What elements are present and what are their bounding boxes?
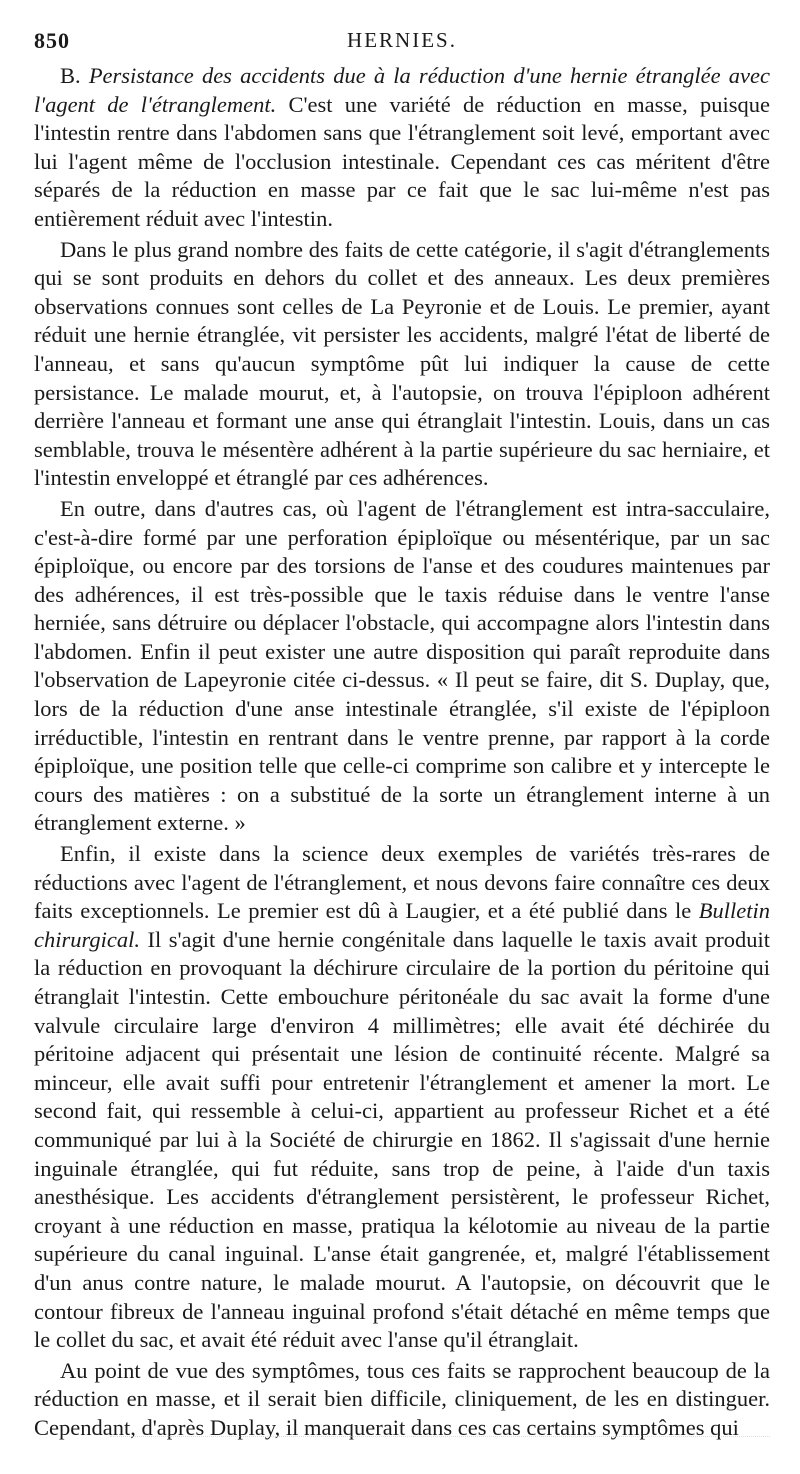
running-title: HERNIES. bbox=[347, 28, 457, 52]
journal-title: Bulletin chirurgical. bbox=[34, 898, 770, 952]
section-intro: C'est une variété de réduction en masse, puisque l'intestin rentre dans l'abdomen sans que l'étranglement soit levé, emportant avec lui l'agent même de l'occlusion intestinale. Cependant ces cas méritent d'être séparés de la réduction en masse par ce fait que le sac lui-même n'est pas entièrement réduit avec l'intestin. bbox=[34, 91, 770, 231]
paragraph-section-b bbox=[34, 62, 770, 234]
paragraph: Dans le plus grand nombre des faits de cette catégorie, il s'agit d'étranglements qui se sont produits en dehors du collet et des anneaux. Les deux premières observations connues sont celles de La Peyronie et de Louis. Le premier, ayant réduit une hernie étranglée, vit persister les accidents, malgré l'état de liberté de l'anneau, et sans qu'aucun symptôme pût lui indiquer la cause de cette persistance. Le malade mourut, et, à l'autopsie, on trouva l'épiploon adhérent derrière l'anneau et formant une anse qui étranglait l'intestin. Louis, dans un cas semblable, trouva le mésentère adhérent à la partie supérieure du sac herniaire, et l'intestin enveloppé et étranglé par ces adhérences. bbox=[34, 236, 770, 491]
page-header bbox=[34, 28, 770, 58]
section-label: B. bbox=[60, 63, 81, 88]
paragraph bbox=[34, 840, 770, 1355]
paragraph: En outre, dans d'autres cas, où l'agent de l'étranglement est intra-sacculaire, c'est-à-dire formé par une perforation épiploïque ou mésentérique, par un sac épiploïque, ou encore par des torsions de l'anse et des coudures maintenues par des adhérences, il est très-possible que le taxis réduise dans le ventre l'anse herniée, sans détruire ou déplacer l'obstacle, qui accompagne alors l'intestin dans l'abdomen. Enfin il peut exister une autre disposition qui paraît reproduite dans l'observation de Lapeyronie citée ci-dessus. « Il peut se faire, dit S. Duplay, que, lors de la réduction d'une anse intestinale étranglée, s'il existe de l'épiploon irréductible, l'intestin en rentrant dans le ventre prenne, par rapport à la corde épiploïque, une position telle que celle-ci comprime son calibre et y intercepte le cours des matières : on a substitué de la sorte un étranglement interne à un étranglement externe. » bbox=[34, 495, 770, 836]
bleed-through-line bbox=[110, 1436, 770, 1441]
paragraph-text: Enfin, il existe dans la science deux exemples de variétés très-rares de réductions avec l'agent de l'étranglement, et nous devons faire connaître ces deux faits exceptionnels. Le premier est dû à Laugier, et a été publié dans le bbox=[34, 841, 770, 924]
paragraph-text: Il s'agit d'une hernie congénitale dans laquelle le taxis avait produit la réduction en provoquant la déchirure circulaire de la portion du péritoine qui étranglait l'intestin. Cette embouchure péritonéale du sac avait la forme d'une valvule circulaire large d'environ 4 millimètres; elle avait été déchirée du péritoine adjacent qui présentait une lésion de continuité récente. Malgré sa minceur, elle avait suffi pour entretenir l'étranglement et amener la mort. Le second fait, qui ressemble à celui-ci, appartient au professeur Richet et a été communiqué par lui à la Société de chirurgie en 1862. Il s'agissait d'une hernie inguinale étranglée, qui fut réduite, sans trop de peine, à l'aide d'un taxis anesthésique. Les accidents d'étranglement persistèrent, le professeur Richet, croyant à une réduction en masse, pratiqua la kélotomie au niveau de la partie supérieure du canal inguinal. L'anse était gangrenée, et, malgré l'établissement d'un anus contre nature, le malade mourut. A l'autopsie, on découvrit que le contour fibreux de l'anneau inguinal profond s'était détaché en même temps que le collet du sac, et avait été réduit avec l'anse qu'il étranglait. bbox=[34, 926, 770, 1353]
page-number: 850 bbox=[34, 28, 70, 53]
section-title: Persistance des accidents due à la réduction d'une hernie étranglée avec l'agent de l'étranglement. bbox=[34, 63, 771, 117]
page-body bbox=[34, 62, 770, 1443]
paragraph: Au point de vue des symptômes, tous ces faits se rapprochent beaucoup de la réduction en masse, et il serait bien difficile, cliniquement, de les en distinguer. Cependant, d'après Duplay, il manquerait dans ces cas certains symptômes qui bbox=[34, 1357, 770, 1440]
